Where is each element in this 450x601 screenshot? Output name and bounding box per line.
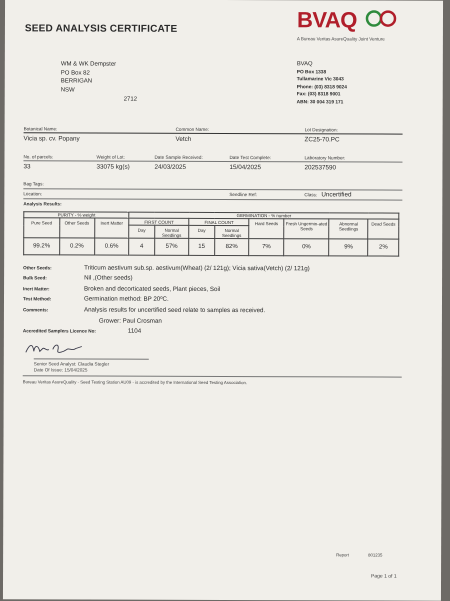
common-name-label: Common Name:: [175, 126, 210, 132]
col-first-day: Day: [129, 225, 154, 238]
lab-number: 202537590: [304, 164, 337, 172]
date-received-label: Date Sample Received:: [154, 154, 203, 160]
analysis-results-label: Analysis Results:: [23, 201, 62, 207]
table-cell: 0.6%: [94, 238, 129, 255]
report-label: Report: [336, 552, 350, 558]
class-value: Uncertified: [321, 191, 352, 199]
client-address: [61, 60, 116, 94]
col-final-day: Day: [189, 225, 214, 238]
analyst-signature: [24, 339, 84, 357]
date-complete-label: Date Test Complete:: [229, 155, 272, 161]
lab-address: [297, 61, 347, 107]
lab-address-line: ABN: 30 004 319 171: [296, 100, 344, 106]
divider: [23, 198, 402, 200]
col-abnormal-seedlings: Abnormal Seedlings: [329, 219, 368, 239]
lab-address-line: PO Box 1338: [296, 69, 327, 75]
licence-label: Accredited Samplers Licence No:: [22, 328, 96, 334]
table-cell: 99.2%: [24, 238, 60, 255]
bulk-seed: Nil ,(Other seeds): [84, 274, 133, 282]
client-postcode: 2712: [123, 96, 138, 103]
col-fresh-ungerminated: Fresh Ungermin-ated Seeds: [284, 219, 329, 239]
seedline-label: Seedline Ref:: [229, 192, 257, 198]
client-address-line: BERRIGAN: [60, 78, 93, 85]
table-cell: 2%: [368, 239, 399, 256]
accreditation-statement: Bureau Veritas AsureQuality - Seed Testing Station AU09 - is accredited by the International Seed Testing Association.: [22, 379, 248, 386]
parcels-label: No. of parcels:: [23, 154, 54, 160]
germination-header: GERMINATION - % number: [129, 212, 399, 219]
client-address-line: PO Box 82: [60, 69, 90, 77]
lab-address-line: BVAQ: [296, 61, 313, 68]
table-cell: 82%: [214, 238, 249, 255]
comments: Analysis results for uncertified seed relate to samples as received.: [83, 306, 266, 315]
logo-tagline: A Bureau Veritas AsureQuality Joint Venture: [296, 36, 385, 42]
comments-label: Comments:: [22, 307, 49, 313]
table-cell: 0%: [284, 239, 329, 256]
test-method: Germination method: BP 20ºC.: [83, 295, 169, 303]
document-title: SEED ANALYSIS CERTIFICATE: [24, 23, 178, 35]
grower: Grower: Paul Crosman: [98, 317, 162, 325]
purity-header: PURITY - % weight: [24, 212, 129, 218]
inert-matter: Broken and decorticated seeds, Plant pieces, Soil: [84, 285, 221, 293]
table-cell: 15: [189, 238, 214, 255]
other-seeds-label: Other Seeds:: [23, 265, 52, 271]
table-cell: 57%: [154, 238, 189, 255]
col-inert-matter: Inert Matter: [94, 218, 129, 238]
col-hard-seeds: Hard Seeds: [249, 219, 284, 239]
analysis-results-table: [23, 211, 399, 256]
col-dead-seeds: Dead Seeds: [368, 219, 399, 239]
licence-number: 1104: [127, 327, 142, 335]
botanical-name-label: Botanical Name:: [23, 126, 58, 132]
col-other-seeds: Other Seeds: [60, 218, 95, 238]
lab-address-line: Phone: (03) 8318 9024: [296, 85, 347, 91]
table-cell: 4: [129, 238, 154, 255]
page-number: Page 1 of 1: [371, 573, 397, 580]
lab-number-label: Laboratory Number:: [304, 155, 346, 161]
date-of-issue: Date Of Issue: 15/04/2025: [33, 367, 88, 373]
report-number: 801235: [368, 552, 383, 558]
other-seeds: Triticum aestivum sub.sp. aestivum(Wheat) (2/ 121g); Vicia sativa(Vetch) (2/ 121g): [84, 264, 310, 273]
col-pure-seed: Pure Seed: [24, 218, 60, 238]
lab-address-line: Fax: (03) 8318 9001: [296, 92, 341, 98]
first-count-header: FIRST COUNT: [129, 218, 189, 225]
divider: [23, 188, 402, 190]
bag-tags-label: Bag Tags:: [23, 181, 44, 187]
divider: [24, 132, 403, 134]
table-cell: 9%: [329, 239, 368, 256]
col-final-normal: Normal Seedlings: [214, 225, 249, 238]
lot-designation-label: Lot Designation:: [304, 127, 338, 133]
lab-address-line: Tullamarine Vic 3043: [296, 77, 344, 83]
final-count-header: FINAL COUNT: [189, 218, 249, 225]
client-address-line: NSW: [60, 86, 75, 93]
weight-label: Weight of Lot:: [96, 154, 125, 160]
class-label: Class:: [304, 192, 318, 198]
signature-line: [34, 358, 149, 359]
location-label: Location:: [23, 191, 43, 197]
client-address-line: WM & WK Dempster: [60, 61, 117, 68]
analyst-name: Senior Seed Analyst: Claudia Stegler: [33, 361, 110, 367]
col-first-normal: Normal Seedlings: [154, 225, 189, 238]
lot-designation: ZC25-70.PC: [304, 136, 340, 144]
table-cell: 0.2%: [59, 238, 94, 255]
divider: [23, 375, 402, 377]
common-name: Vetch: [175, 135, 192, 143]
date-received: 24/03/2025: [154, 163, 186, 171]
inert-matter-label: Inert Matter:: [23, 286, 50, 292]
test-method-label: Test Method:: [22, 296, 52, 302]
certificate-page: [3, 0, 443, 601]
bulk-seed-label: Bulk Seed:: [23, 275, 47, 281]
parcels: 33: [23, 163, 31, 171]
weight: 33075 kg(s): [96, 163, 130, 171]
divider: [23, 160, 402, 162]
bvaq-logo: BVAQ: [296, 7, 357, 33]
table-cell: 7%: [249, 239, 284, 256]
botanical-name: Vicia sp. cv. Popany: [23, 135, 80, 143]
logo-rings-icon: [363, 8, 399, 28]
date-complete: 15/04/2025: [229, 164, 261, 172]
